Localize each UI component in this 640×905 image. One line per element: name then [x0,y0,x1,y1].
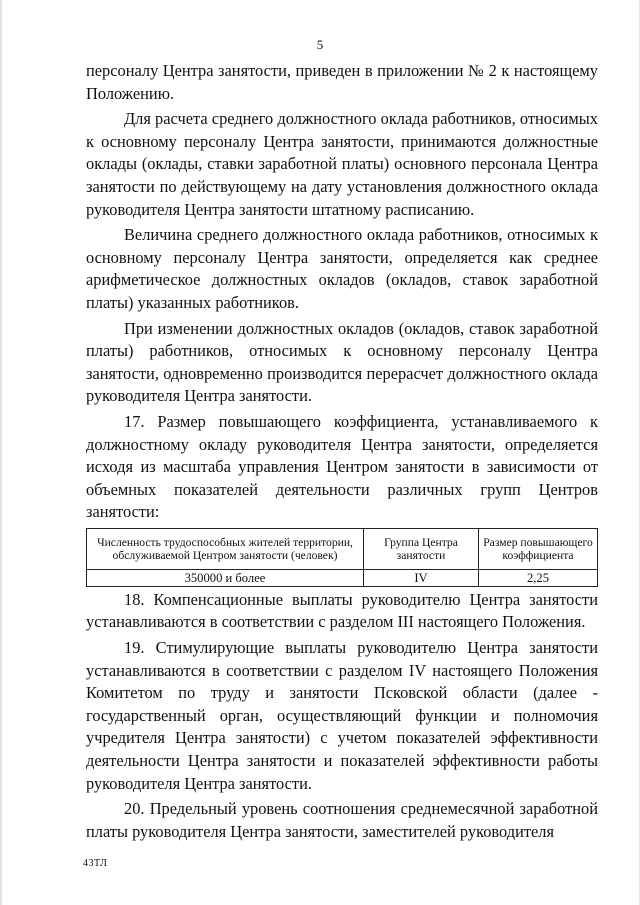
table-row [87,569,598,586]
table-header-group: Группа Центра занятости [364,528,479,569]
paragraph-salary-change: При изменении должностных окладов (окладов, ставок заработной платы) работников, относимых к основному персоналу Центра занятости, одновременно производится перерасчет должностного оклада руководителя Центра занятости. [86,318,598,406]
paragraph-17: 17. Размер повышающего коэффициента, устанавливаемого к должностному окладу руководителя Центра занятости, определяется исходя из масштаба управления Центром занятости в зависимости от объемных показателей деятельности различных групп Центров занятости: [86,411,598,522]
paragraph-18: 18. Компенсационные выплаты руководителю Центра занятости устанавливаются в соответствии с разделом III настоящего Положения. [86,589,598,632]
table-cell-coefficient: 2,25 [479,569,598,586]
table-header-row [87,528,598,569]
paragraph-average-salary-calc: Для расчета среднего должностного оклада работников, относимых к основному персоналу Центра занятости, принимаются должностные оклады (оклады, ставки заработной платы) основного персонала Центра занятости по действующему на дату установления должностного оклада руководителя Центра занятости штатному расписанию. [86,109,598,219]
page-number: 5 [316,37,324,52]
footer-code: 43ТЛ [83,858,108,869]
table-header-population: Численность трудоспособных жителей территории, обслуживаемой Центром занятости (человек) [87,528,364,569]
document-body [86,60,598,843]
paragraph-20: 20. Предельный уровень соотношения среднемесячной заработной платы руководителя Центра занятости, заместителей руководителя [86,799,598,841]
table-cell-population: 350000 и более [87,569,364,586]
paragraph-19: 19. Стимулирующие выплаты руководителю Центра занятости устанавливаются в соответствии с разделом IV настоящего Положения Комитетом по труду и занятости Псковской области (далее - государственный орган, осуществляющий функции и полномочия учредителя Центра занятости) с учетом показателей эффективности деятельности Центра занятости и показателей эффективности работы руководителя Центра занятости. [86,638,598,793]
coefficient-table [86,528,598,587]
paragraph-continuation: персоналу Центра занятости, приведен в приложении № 2 к настоящему Положению. [86,61,598,103]
table-header-coefficient: Размер повышающего коэффициента [479,528,598,569]
table-cell-group: IV [364,569,479,586]
scan-edge-left [0,0,3,905]
paragraph-average-salary-value: Величина среднего должностного оклада работников, относимых к основному персоналу Центра занятости, определяется как среднее арифметическое должностных окладов (окладов, ставок заработной платы) указанных работников. [86,225,598,312]
